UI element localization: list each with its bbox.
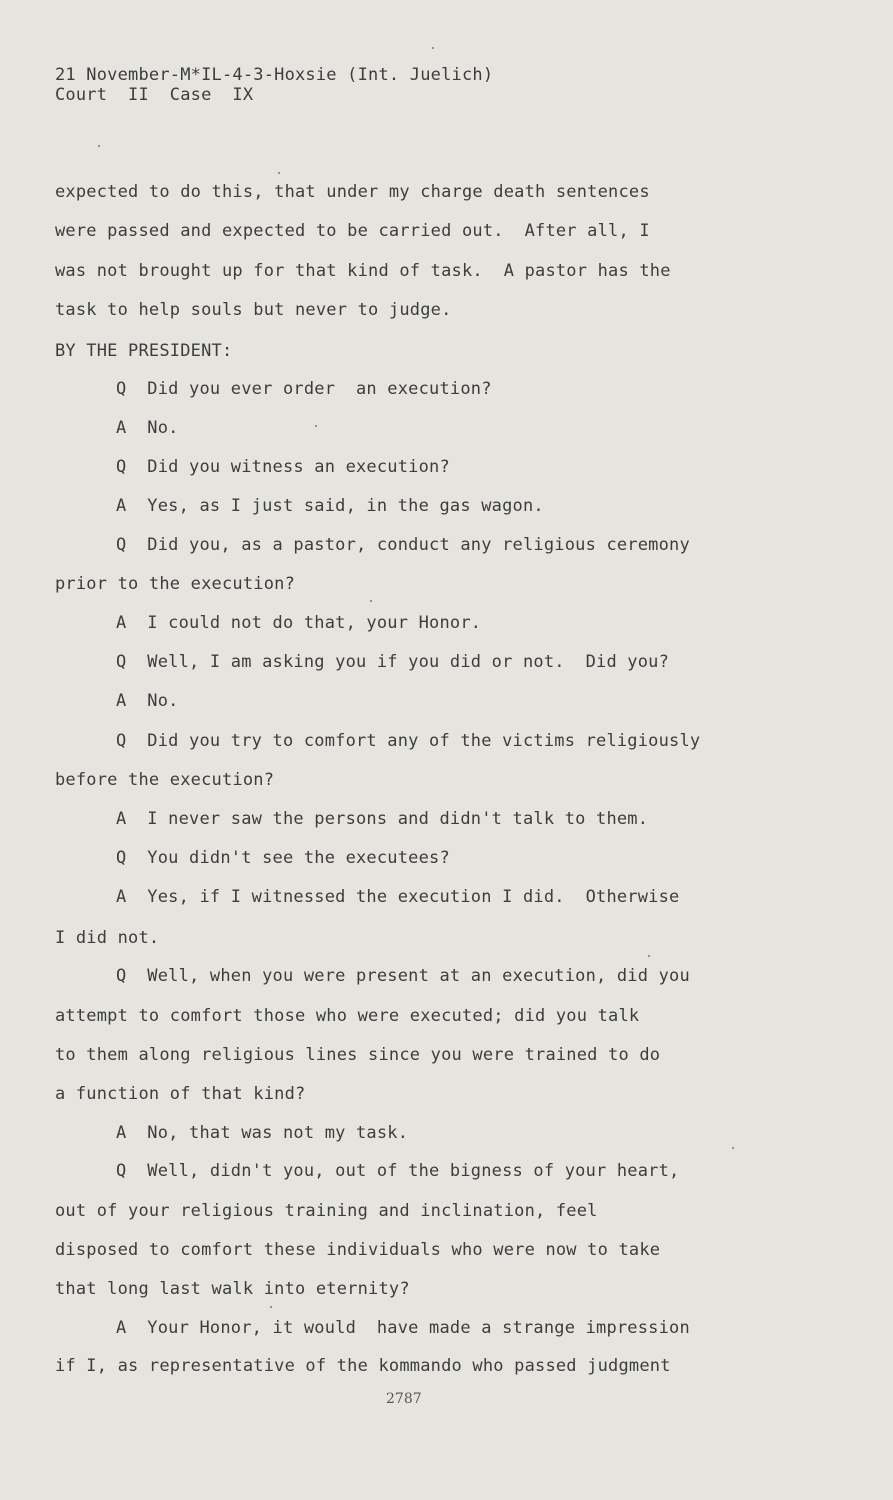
answer-line: A Yes, as I just said, in the gas wagon. <box>116 496 544 516</box>
paper-speck <box>270 1306 272 1308</box>
paper-speck <box>648 955 650 957</box>
question-line: Q Well, when you were present at an execution, did you <box>116 966 690 986</box>
answer-line: A No. <box>116 691 179 711</box>
answer-line: A Your Honor, it would have made a strange impression <box>116 1318 690 1338</box>
answer-line: A I could not do that, your Honor. <box>116 613 482 633</box>
answer-line: A No, that was not my task. <box>116 1123 409 1143</box>
paper-speck <box>370 600 372 602</box>
question-line: Q You didn't see the executees? <box>116 848 450 868</box>
speaker-heading: BY THE PRESIDENT: <box>55 341 233 361</box>
text-line: if I, as representative of the kommando who passed judgment <box>55 1356 671 1376</box>
header-line-2: Court II Case IX <box>55 85 254 105</box>
text-line: a function of that kind? <box>55 1084 306 1104</box>
question-line: Q Well, I am asking you if you did or not. Did you? <box>116 652 670 672</box>
text-line: was not brought up for that kind of task. A pastor has the <box>55 261 671 281</box>
question-line: Q Did you ever order an execution? <box>116 379 492 399</box>
text-line: were passed and expected to be carried out. After all, I <box>55 221 650 241</box>
text-line: prior to the execution? <box>55 574 296 594</box>
question-line: Q Well, didn't you, out of the bigness of your heart, <box>116 1161 680 1181</box>
question-line: Q Did you, as a pastor, conduct any religious ceremony <box>116 535 690 555</box>
answer-line: A No. <box>116 418 179 438</box>
answer-line: A I never saw the persons and didn't talk to them. <box>116 809 649 829</box>
header-line-1: 21 November-M*IL-4-3-Hoxsie (Int. Juelich) <box>55 65 494 85</box>
page-number: 2787 <box>386 1391 422 1407</box>
text-line: task to help souls but never to judge. <box>55 300 452 320</box>
paper-speck <box>315 425 317 427</box>
paper-speck <box>732 1147 734 1149</box>
answer-line: A Yes, if I witnessed the execution I did. Otherwise <box>116 887 680 907</box>
text-line: that long last walk into eternity? <box>55 1279 410 1299</box>
text-line: disposed to comfort these individuals who were now to take <box>55 1240 661 1260</box>
text-line: expected to do this, that under my charge death sentences <box>55 182 650 202</box>
question-line: Q Did you try to comfort any of the victims religiously <box>116 731 701 751</box>
text-line: I did not. <box>55 928 160 948</box>
text-line: attempt to comfort those who were executed; did you talk <box>55 1006 640 1026</box>
paper-speck <box>432 47 434 49</box>
question-line: Q Did you witness an execution? <box>116 457 450 477</box>
text-line: before the execution? <box>55 770 275 790</box>
text-line: out of your religious training and inclination, feel <box>55 1201 598 1221</box>
paper-speck <box>98 145 100 147</box>
paper-speck <box>278 172 280 174</box>
text-line: to them along religious lines since you were trained to do <box>55 1045 661 1065</box>
